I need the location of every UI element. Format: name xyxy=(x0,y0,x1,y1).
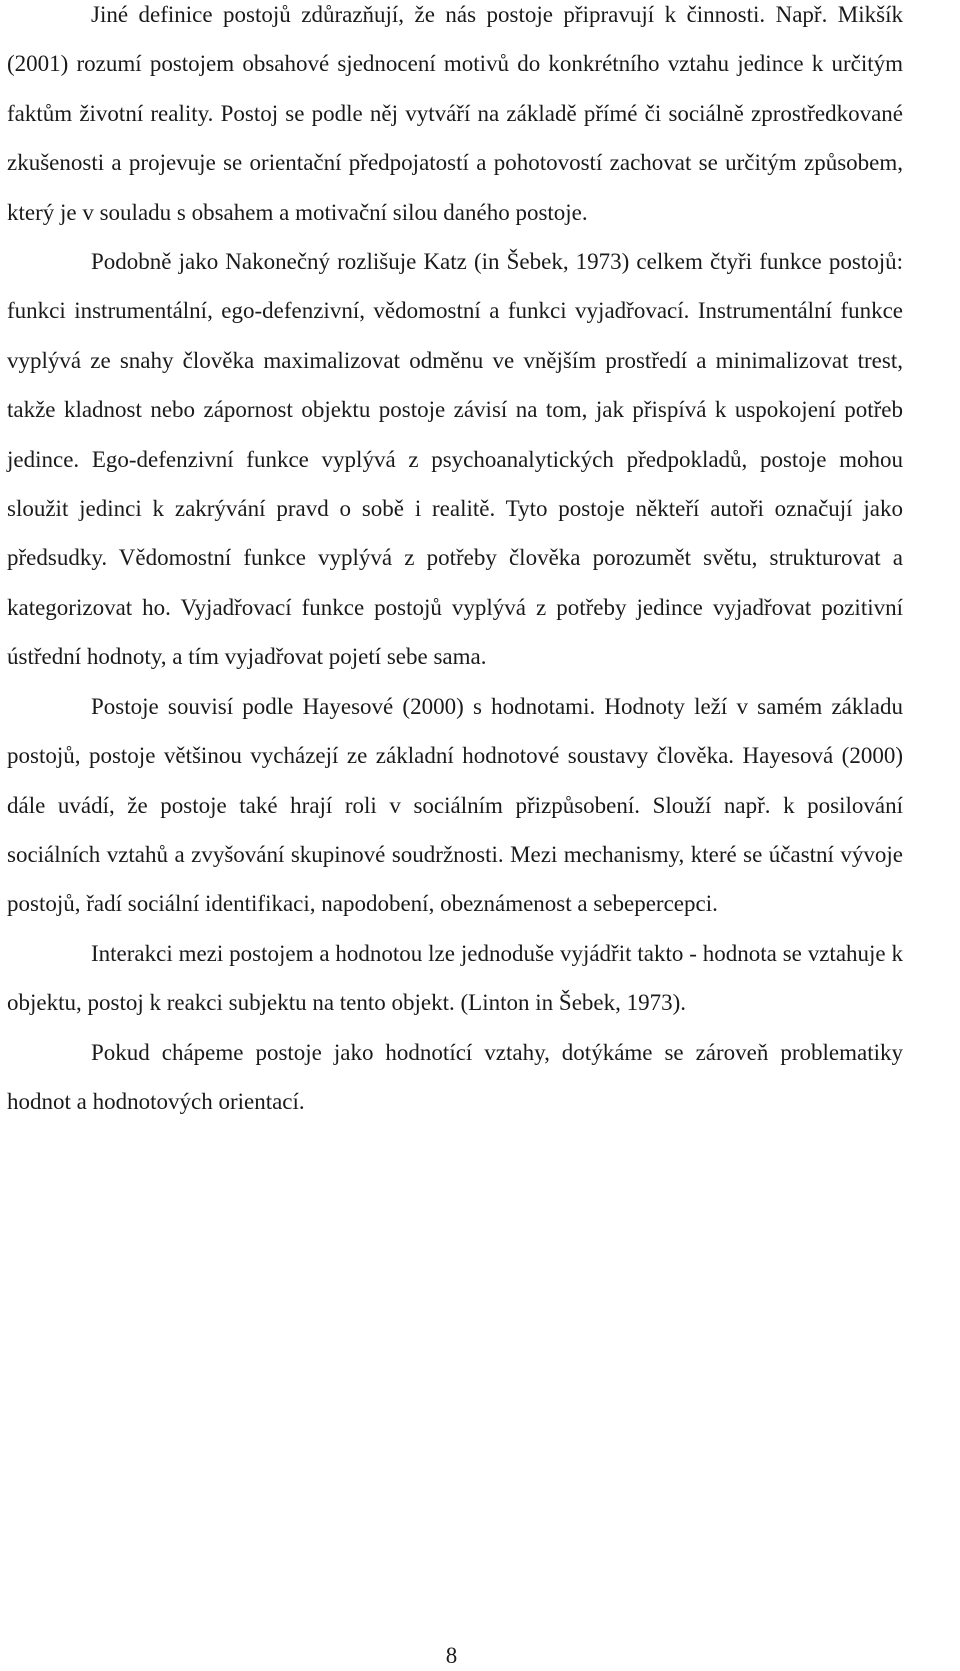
paragraph-3: Postoje souvisí podle Hayesové (2000) s hodnotami. Hodnoty leží v samém základu postojů, postoje většinou vycházejí ze základní hodnotové soustavy člověka. Hayesová (2000) dále uvádí, že postoje také hrají roli v sociálním přizpůsobení. Slouží např. k posilování sociálních vztahů a zvyšování skupinové soudržnosti. Mezi mechanismy, které se účastní vývoje postojů, řadí sociální identifikaci, napodobení, obeznámenost a sebepercepci. xyxy=(7,693,903,917)
paragraph-5: Pokud chápeme postoje jako hodnotící vztahy, dotýkáme se zároveň problematiky hodnot a hodnotových orientací. xyxy=(7,1039,903,1114)
paragraph-1: Jiné definice postojů zdůrazňují, že nás postoje připravují k činnosti. Např. Mikšík (2001) rozumí postojem obsahové sjednocení motivů do konkrétního vztahu jedince k určitým faktům životní reality. Postoj se podle něj vytváří na základě přímé či sociálně zprostředkované zkušenosti a projevuje se orientační předpojatostí a pohotovostí zachovat se určitým způsobem, který je v souladu s obsahem a motivační silou daného postoje. xyxy=(7,2,903,225)
paragraph-4: Interakci mezi postojem a hodnotou lze jednoduše vyjádřit takto - hodnota se vztahuje k objektu, postoj k reakci subjektu na tento objekt. (Linton in Šebek, 1973). xyxy=(7,940,903,1016)
paragraph-2: Podobně jako Nakonečný rozlišuje Katz (in Šebek, 1973) celkem čtyři funkce postojů: funkci instrumentální, ego-defenzivní, vědomostní a funkci vyjadřovací. Instrumentální funkce vyplývá ze snahy člověka maximalizovat odměnu ve vnějším prostředí a minimalizovat trest, takže kladnost nebo zápornost objektu postoje závisí na tom, jak přispívá k uspokojení potřeb jedince. Ego-defenzivní funkce vyplývá z psychoanalytických předpokladů, postoje mohou sloužit jedinci k zakrývání pravd o sobě i realitě. Tyto postoje někteří autoři označují jako předsudky. Vědomostní funkce vyplývá z potřeby člověka porozumět světu, strukturovat a kategorizovat ho. Vyjadřovací funkce postojů vyplývá z potřeby jedince vyjadřovat pozitivní ústřední hodnoty, a tím vyjadřovat pojetí sebe sama. xyxy=(7,249,903,670)
document-body xyxy=(7,0,903,1126)
page-number: 8 xyxy=(445,1643,458,1668)
